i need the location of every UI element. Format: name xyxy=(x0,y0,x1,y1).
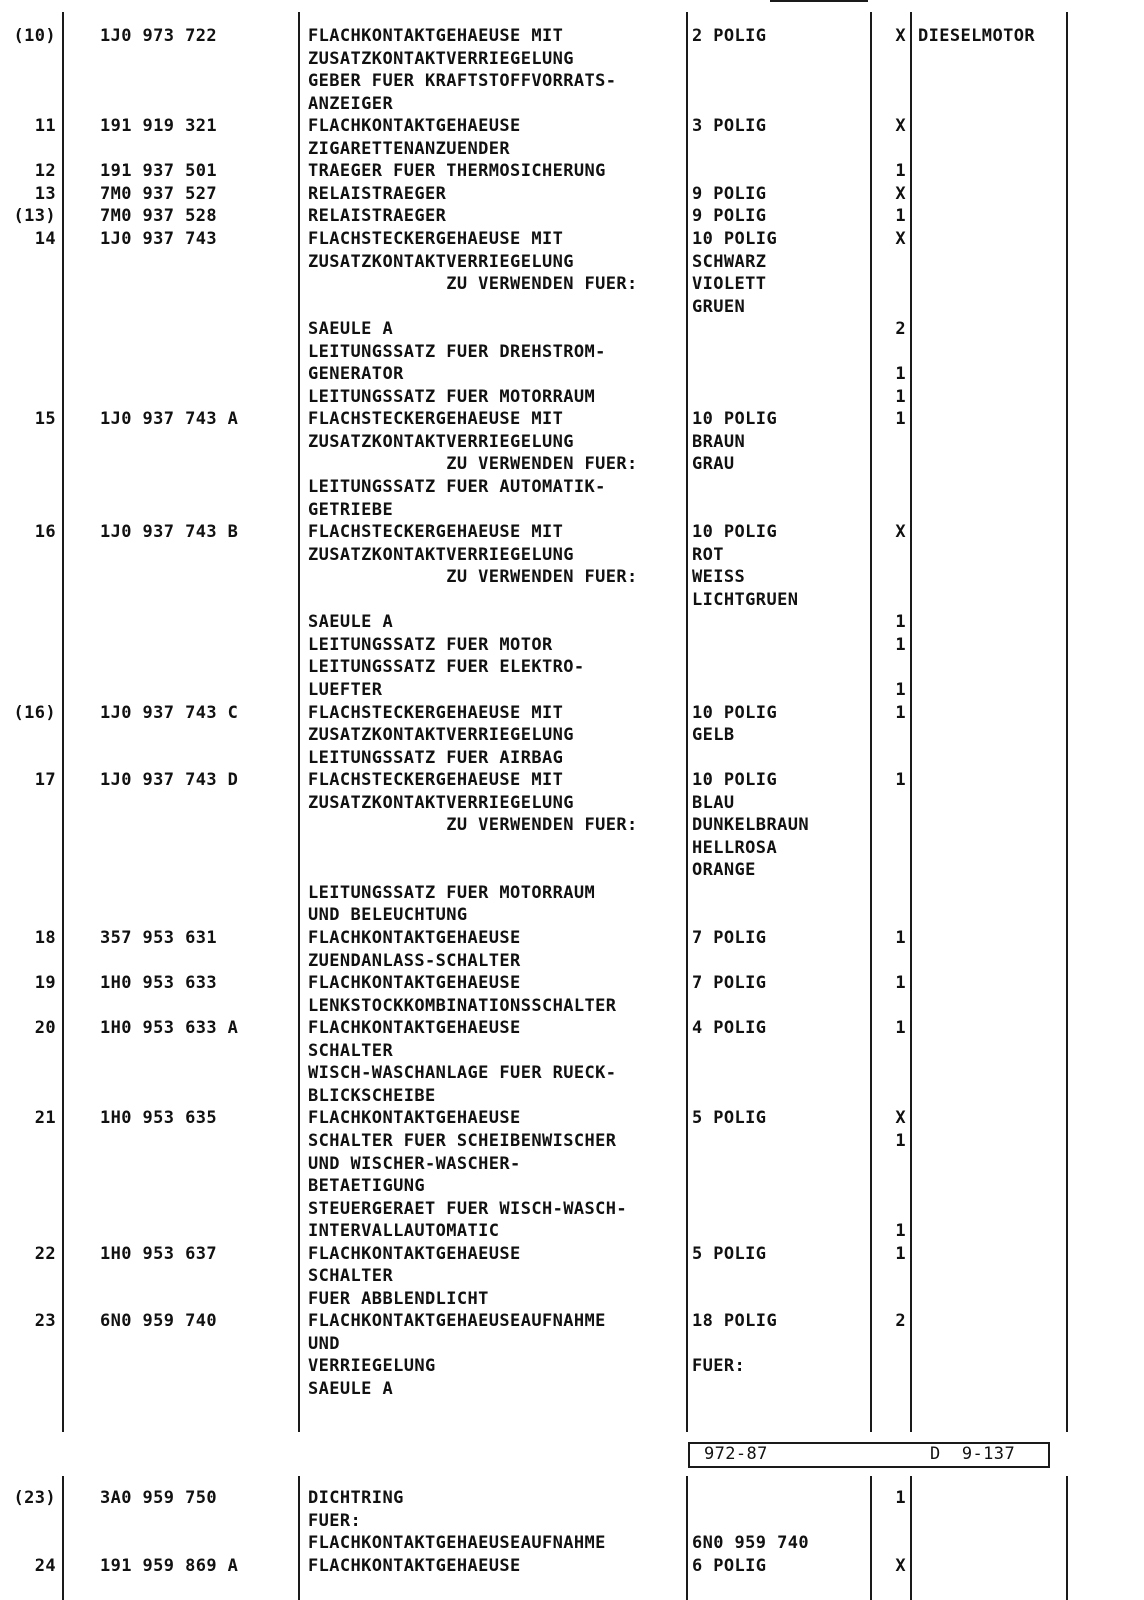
pos-number-cell: 14 xyxy=(34,228,56,249)
quantity-cell: 1 xyxy=(895,1221,906,1242)
column-rule-desc xyxy=(298,12,300,1432)
description-cell: FLACHSTECKERGEHAEUSE MIT xyxy=(308,770,564,791)
remark-cell: 18 POLIG xyxy=(692,1311,778,1332)
quantity-cell: 1 xyxy=(895,1488,906,1508)
quantity-cell: 1 xyxy=(895,679,906,700)
top-rule xyxy=(770,0,868,2)
part-number-cell: 357 953 631 xyxy=(100,928,217,948)
description-cell: LEITUNGSSATZ FUER MOTORRAUM xyxy=(308,882,596,903)
remark-cell: 3 POLIG xyxy=(692,116,767,137)
footer-catalog-ref xyxy=(688,1442,1050,1468)
description-cell: UND xyxy=(308,1333,340,1354)
description-cell: FLACHSTECKERGEHAEUSE MIT xyxy=(308,522,564,543)
quantity-cell: X xyxy=(895,183,906,204)
quantity-cell: 1 xyxy=(895,634,906,655)
description-cell: FLACHSTECKERGEHAEUSE MIT xyxy=(308,702,564,723)
part-number-cell: 191 959 869 A xyxy=(100,1555,239,1576)
remark-cell: VIOLETT xyxy=(692,274,767,295)
description-cell: LEITUNGSSATZ FUER MOTOR xyxy=(308,634,553,655)
pos-number-cell: (23) xyxy=(13,1488,56,1508)
column-rule-left xyxy=(62,12,64,1432)
part-number-cell: 191 937 501 xyxy=(100,161,217,182)
part-number-cell: 1H0 953 635 xyxy=(100,1108,217,1129)
footer-right-text: D 9-137 xyxy=(930,1444,1016,1464)
column-rule-right-2 xyxy=(1066,1476,1068,1600)
remark-cell: 2 POLIG xyxy=(692,26,767,46)
description-cell: SAEULE A xyxy=(308,319,394,340)
remark-cell: 10 POLIG xyxy=(692,522,778,543)
description-cell: VERRIEGELUNG xyxy=(308,1356,436,1377)
part-number-cell: 1J0 937 743 B xyxy=(100,522,239,543)
description-cell: ZUSATZKONTAKTVERRIEGELUNG xyxy=(308,251,574,272)
pos-number-cell: 24 xyxy=(34,1555,56,1576)
quantity-cell: 1 xyxy=(895,928,906,948)
description-cell: LUEFTER xyxy=(308,679,383,700)
remark-cell: 7 POLIG xyxy=(692,928,767,948)
pos-number-cell: 11 xyxy=(34,116,56,137)
description-cell: RELAISTRAEGER xyxy=(308,206,447,227)
column-rule-qty-right-2 xyxy=(910,1476,912,1600)
description-cell: FLACHKONTAKTGEHAEUSE xyxy=(308,1243,521,1264)
quantity-cell: X xyxy=(895,228,906,249)
footer-left-text: 972-87 xyxy=(704,1444,768,1464)
description-cell: SCHALTER FUER SCHEIBENWISCHER xyxy=(308,1130,617,1151)
description-cell: GETRIEBE xyxy=(308,499,394,520)
description-cell: WISCH-WASCHANLAGE FUER RUECK- xyxy=(308,1063,617,1084)
quantity-cell: 1 xyxy=(895,612,906,633)
quantity-cell: 1 xyxy=(895,702,906,723)
description-cell: STEUERGERAET FUER WISCH-WASCH- xyxy=(308,1198,628,1219)
description-cell: FLACHKONTAKTGEHAEUSE xyxy=(308,1555,521,1576)
pos-number-cell: 12 xyxy=(34,161,56,182)
quantity-cell: X xyxy=(895,522,906,543)
description-cell: FLACHKONTAKTGEHAEUSE xyxy=(308,973,521,994)
remark-cell: 10 POLIG xyxy=(692,409,778,430)
remark-cell: LICHTGRUEN xyxy=(692,589,799,610)
part-number-cell: 7M0 937 528 xyxy=(100,206,217,227)
description-cell: FLACHSTECKERGEHAEUSE MIT xyxy=(308,409,564,430)
description-cell: GENERATOR xyxy=(308,364,404,385)
part-number-cell: 1J0 937 743 xyxy=(100,228,217,249)
part-number-cell: 3A0 959 750 xyxy=(100,1488,217,1508)
remark-cell: WEISS xyxy=(692,567,746,588)
column-rule-desc-2 xyxy=(298,1476,300,1600)
quantity-cell: 2 xyxy=(895,1311,906,1332)
model-note-cell: DIESELMOTOR xyxy=(918,26,1035,46)
column-rule-note xyxy=(686,12,688,1432)
column-rule-left-2 xyxy=(62,1476,64,1600)
description-cell: ZUSATZKONTAKTVERRIEGELUNG xyxy=(308,431,574,452)
pos-number-cell: 13 xyxy=(34,183,56,204)
pos-number-cell: 23 xyxy=(34,1311,56,1332)
description-cell: SAEULE A xyxy=(308,612,394,633)
remark-cell: 7 POLIG xyxy=(692,973,767,994)
remark-cell: 6 POLIG xyxy=(692,1555,767,1576)
part-number-cell: 1H0 953 637 xyxy=(100,1243,217,1264)
quantity-cell: X xyxy=(895,1555,906,1576)
description-cell: LEITUNGSSATZ FUER AUTOMATIK- xyxy=(308,477,606,497)
description-cell: FLACHKONTAKTGEHAEUSEAUFNAHME xyxy=(308,1533,606,1554)
part-number-cell: 1J0 937 743 A xyxy=(100,409,239,430)
remark-cell: 10 POLIG xyxy=(692,770,778,791)
remark-cell: ORANGE xyxy=(692,860,756,881)
quantity-cell: 1 xyxy=(895,206,906,227)
remark-cell: BLAU xyxy=(692,792,735,813)
part-number-cell: 1H0 953 633 xyxy=(100,973,217,994)
description-cell: FLACHKONTAKTGEHAEUSEAUFNAHME xyxy=(308,1311,606,1332)
remark-cell: 5 POLIG xyxy=(692,1108,767,1129)
description-cell: FUER: xyxy=(308,1510,362,1531)
pos-number-cell: (13) xyxy=(13,206,56,227)
pos-number-cell: 16 xyxy=(34,522,56,543)
pos-number-cell: 18 xyxy=(34,928,56,948)
part-number-cell: 6N0 959 740 xyxy=(100,1311,217,1332)
remark-cell: 9 POLIG xyxy=(692,183,767,204)
description-cell: LEITUNGSSATZ FUER DREHSTROM- xyxy=(308,341,606,362)
description-cell: ANZEIGER xyxy=(308,93,394,114)
pos-number-cell: 21 xyxy=(34,1108,56,1129)
remark-cell: 4 POLIG xyxy=(692,1018,767,1039)
description-cell: ZU VERWENDEN FUER: xyxy=(308,815,638,836)
quantity-cell: 1 xyxy=(895,1018,906,1039)
description-cell: UND BELEUCHTUNG xyxy=(308,905,468,926)
description-cell: SCHALTER xyxy=(308,1266,394,1287)
remark-cell: GRAU xyxy=(692,454,735,475)
description-cell: SAEULE A xyxy=(308,1379,394,1399)
description-cell: ZUSATZKONTAKTVERRIEGELUNG xyxy=(308,544,574,565)
pos-number-cell: 15 xyxy=(34,409,56,430)
part-number-cell: 7M0 937 527 xyxy=(100,183,217,204)
quantity-cell: 1 xyxy=(895,973,906,994)
remark-cell: FUER: xyxy=(692,1356,746,1377)
part-number-cell: 1J0 973 722 xyxy=(100,26,217,46)
description-cell: ZUSATZKONTAKTVERRIEGELUNG xyxy=(308,48,574,69)
pos-number-cell: (10) xyxy=(13,26,56,46)
description-cell: BETAETIGUNG xyxy=(308,1176,425,1197)
description-cell: FLACHSTECKERGEHAEUSE MIT xyxy=(308,228,564,249)
description-cell: ZUSATZKONTAKTVERRIEGELUNG xyxy=(308,725,574,746)
remark-cell: HELLROSA xyxy=(692,837,778,858)
description-cell: ZU VERWENDEN FUER: xyxy=(308,567,638,588)
column-rule-note-2 xyxy=(686,1476,688,1600)
description-cell: LENKSTOCKKOMBINATIONSSCHALTER xyxy=(308,995,617,1016)
description-cell: ZU VERWENDEN FUER: xyxy=(308,454,638,475)
description-cell: FLACHKONTAKTGEHAEUSE xyxy=(308,1108,521,1129)
pos-number-cell: (16) xyxy=(13,702,56,723)
quantity-cell: X xyxy=(895,26,906,46)
description-cell: FUER ABBLENDLICHT xyxy=(308,1288,489,1309)
remark-cell: ROT xyxy=(692,544,724,565)
quantity-cell: 2 xyxy=(895,319,906,340)
column-rule-qty-right xyxy=(910,12,912,1432)
remark-cell: BRAUN xyxy=(692,431,746,452)
description-cell: ZIGARETTENANZUENDER xyxy=(308,138,511,159)
remark-cell: 10 POLIG xyxy=(692,702,778,723)
description-cell: ZU VERWENDEN FUER: xyxy=(308,274,638,295)
quantity-cell: 1 xyxy=(895,161,906,182)
part-number-cell: 1J0 937 743 D xyxy=(100,770,239,791)
remark-cell: DUNKELBRAUN xyxy=(692,815,809,836)
description-cell: BLICKSCHEIBE xyxy=(308,1085,436,1106)
quantity-cell: X xyxy=(895,116,906,137)
description-cell: GEBER FUER KRAFTSTOFFVORRATS- xyxy=(308,71,617,92)
pos-number-cell: 22 xyxy=(34,1243,56,1264)
pos-number-cell: 20 xyxy=(34,1018,56,1039)
quantity-cell: X xyxy=(895,1108,906,1129)
quantity-cell: 1 xyxy=(895,770,906,791)
description-cell: RELAISTRAEGER xyxy=(308,183,447,204)
part-number-cell: 191 919 321 xyxy=(100,116,217,137)
part-number-cell: 1J0 937 743 C xyxy=(100,702,239,723)
remark-cell: 5 POLIG xyxy=(692,1243,767,1264)
remark-cell: 9 POLIG xyxy=(692,206,767,227)
description-cell: LEITUNGSSATZ FUER AIRBAG xyxy=(308,747,564,768)
description-cell: ZUENDANLASS-SCHALTER xyxy=(308,950,521,971)
pos-number-cell: 19 xyxy=(34,973,56,994)
description-cell: LEITUNGSSATZ FUER MOTORRAUM xyxy=(308,386,596,407)
description-cell: TRAEGER FUER THERMOSICHERUNG xyxy=(308,161,606,182)
part-number-cell: 1H0 953 633 A xyxy=(100,1018,239,1039)
description-cell: FLACHKONTAKTGEHAEUSE xyxy=(308,116,521,137)
description-cell: ZUSATZKONTAKTVERRIEGELUNG xyxy=(308,792,574,813)
description-cell: DICHTRING xyxy=(308,1488,404,1508)
description-cell: LEITUNGSSATZ FUER ELEKTRO- xyxy=(308,657,585,678)
quantity-cell: 1 xyxy=(895,386,906,407)
pos-number-cell: 17 xyxy=(34,770,56,791)
column-rule-right xyxy=(1066,12,1068,1432)
remark-cell: GELB xyxy=(692,725,735,746)
description-cell: FLACHKONTAKTGEHAEUSE xyxy=(308,928,521,948)
remark-cell: 6N0 959 740 xyxy=(692,1533,809,1554)
description-cell: SCHALTER xyxy=(308,1040,394,1061)
description-cell: FLACHKONTAKTGEHAEUSE MIT xyxy=(308,26,564,46)
remark-cell: 10 POLIG xyxy=(692,228,778,249)
quantity-cell: 1 xyxy=(895,1130,906,1151)
description-cell: INTERVALLAUTOMATIC xyxy=(308,1221,500,1242)
quantity-cell: 1 xyxy=(895,1243,906,1264)
quantity-cell: 1 xyxy=(895,409,906,430)
remark-cell: SCHWARZ xyxy=(692,251,767,272)
quantity-cell: 1 xyxy=(895,364,906,385)
description-cell: UND WISCHER-WASCHER- xyxy=(308,1153,521,1174)
remark-cell: GRUEN xyxy=(692,296,746,317)
description-cell: FLACHKONTAKTGEHAEUSE xyxy=(308,1018,521,1039)
